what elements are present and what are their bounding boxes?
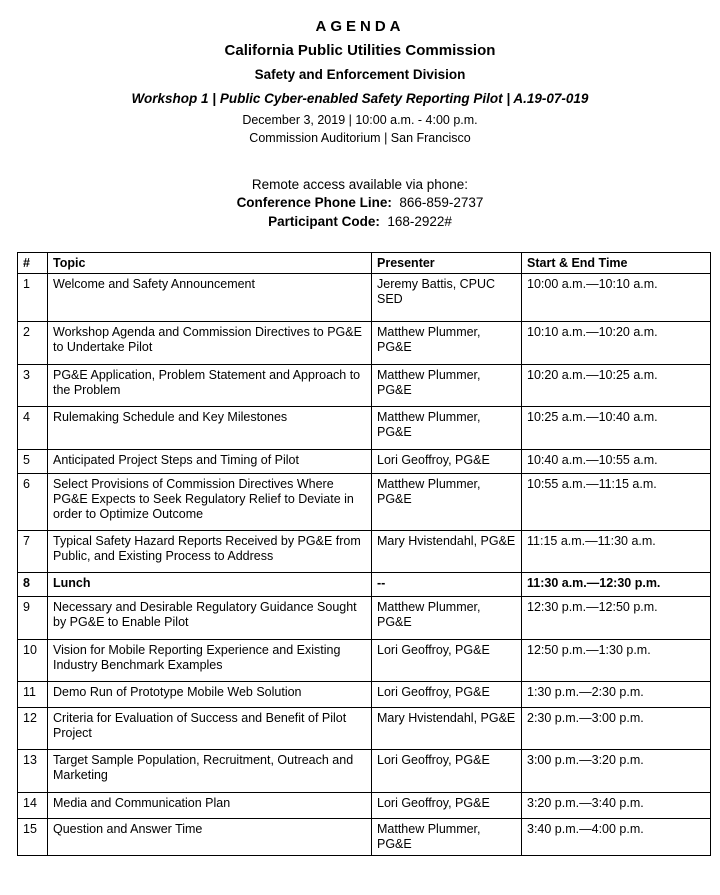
table-row: [18, 708, 711, 750]
row-topic: Lunch: [48, 573, 372, 597]
table-row: [18, 819, 711, 856]
row-time: 12:50 p.m.—1:30 p.m.: [522, 640, 711, 682]
conference-phone-line: [0, 195, 720, 210]
event-venue: Commission Auditorium | San Francisco: [249, 131, 471, 145]
row-presenter: Matthew Plummer, PG&E: [372, 322, 522, 365]
row-number: 12: [18, 708, 48, 750]
row-time: 3:20 p.m.—3:40 p.m.: [522, 793, 711, 819]
row-topic: Select Provisions of Commission Directives Where PG&E Expects to Seek Regulatory Relief to Deviate in order to Optimize Outcome: [48, 474, 372, 531]
row-topic: Vision for Mobile Reporting Experience and Existing Industry Benchmark Examples: [48, 640, 372, 682]
row-presenter: Lori Geoffroy, PG&E: [372, 640, 522, 682]
row-time: 11:15 a.m.—11:30 a.m.: [522, 531, 711, 573]
row-number: 3: [18, 365, 48, 407]
row-presenter: Lori Geoffroy, PG&E: [372, 793, 522, 819]
row-topic: Anticipated Project Steps and Timing of Pilot: [48, 450, 372, 474]
row-topic: PG&E Application, Problem Statement and Approach to the Problem: [48, 365, 372, 407]
row-time: 1:30 p.m.—2:30 p.m.: [522, 682, 711, 708]
row-presenter: Matthew Plummer, PG&E: [372, 819, 522, 856]
table-row: [18, 407, 711, 450]
row-presenter: Lori Geoffroy, PG&E: [372, 750, 522, 793]
phone-value: 866-859-2737: [399, 195, 484, 210]
row-topic: Workshop Agenda and Commission Directives to PG&E to Undertake Pilot: [48, 322, 372, 365]
row-number: 13: [18, 750, 48, 793]
agenda-table-body: [18, 274, 711, 856]
row-number: 5: [18, 450, 48, 474]
row-topic: Criteria for Evaluation of Success and Benefit of Pilot Project: [48, 708, 372, 750]
table-row: [18, 531, 711, 573]
table-row: [18, 750, 711, 793]
column-header-time: Start & End Time: [522, 253, 711, 274]
table-row: [18, 682, 711, 708]
row-topic: Typical Safety Hazard Reports Received by PG&E from Public, and Existing Process to Address: [48, 531, 372, 573]
row-number: 6: [18, 474, 48, 531]
table-row: [18, 597, 711, 640]
row-number: 4: [18, 407, 48, 450]
row-time: 10:00 a.m.—10:10 a.m.: [522, 274, 711, 322]
row-time: 2:30 p.m.—3:00 p.m.: [522, 708, 711, 750]
row-time: 10:20 a.m.—10:25 a.m.: [522, 365, 711, 407]
column-header-topic: Topic: [48, 253, 372, 274]
workshop-title: Workshop 1 | Public Cyber-enabled Safety Reporting Pilot | A.19-07-019: [131, 91, 589, 106]
division-name: Safety and Enforcement Division: [254, 67, 466, 82]
event-date-time: December 3, 2019 | 10:00 a.m. - 4:00 p.m.: [242, 113, 478, 127]
row-presenter: Matthew Plummer, PG&E: [372, 474, 522, 531]
row-presenter: Matthew Plummer, PG&E: [372, 365, 522, 407]
table-header-row: [18, 253, 711, 274]
row-number: 1: [18, 274, 48, 322]
table-row: [18, 274, 711, 322]
participant-code: [0, 214, 720, 229]
row-topic: Rulemaking Schedule and Key Milestones: [48, 407, 372, 450]
table-row: [18, 365, 711, 407]
row-number: 11: [18, 682, 48, 708]
row-presenter: Lori Geoffroy, PG&E: [372, 450, 522, 474]
row-topic: Question and Answer Time: [48, 819, 372, 856]
table-row: [18, 322, 711, 365]
row-number: 8: [18, 573, 48, 597]
phone-label: Conference Phone Line: [236, 195, 388, 210]
row-time: 3:00 p.m.—3:20 p.m.: [522, 750, 711, 793]
phone-label-colon: :: [387, 195, 392, 210]
row-topic: Target Sample Population, Recruitment, Outreach and Marketing: [48, 750, 372, 793]
row-time: 12:30 p.m.—12:50 p.m.: [522, 597, 711, 640]
table-row: [18, 640, 711, 682]
table-row: [18, 474, 711, 531]
table-row: [18, 793, 711, 819]
row-presenter: --: [372, 573, 522, 597]
table-row: [18, 573, 711, 597]
row-presenter: Matthew Plummer, PG&E: [372, 597, 522, 640]
row-time: 10:10 a.m.—10:20 a.m.: [522, 322, 711, 365]
row-presenter: Mary Hvistendahl, PG&E: [372, 708, 522, 750]
row-number: 15: [18, 819, 48, 856]
row-number: 14: [18, 793, 48, 819]
agenda-table: [17, 252, 711, 856]
column-header-number: #: [18, 253, 48, 274]
row-number: 2: [18, 322, 48, 365]
agenda-title: AGENDA: [315, 18, 405, 35]
row-time: 11:30 a.m.—12:30 p.m.: [522, 573, 711, 597]
row-topic: Demo Run of Prototype Mobile Web Solution: [48, 682, 372, 708]
row-topic: Welcome and Safety Announcement: [48, 274, 372, 322]
row-time: 3:40 p.m.—4:00 p.m.: [522, 819, 711, 856]
code-label: Participant Code: [268, 214, 376, 229]
row-presenter: Mary Hvistendahl, PG&E: [372, 531, 522, 573]
row-number: 10: [18, 640, 48, 682]
row-number: 7: [18, 531, 48, 573]
row-time: 10:25 a.m.—10:40 a.m.: [522, 407, 711, 450]
row-time: 10:40 a.m.—10:55 a.m.: [522, 450, 711, 474]
row-topic: Necessary and Desirable Regulatory Guidance Sought by PG&E to Enable Pilot: [48, 597, 372, 640]
organization-name: California Public Utilities Commission: [224, 42, 496, 59]
row-time: 10:55 a.m.—11:15 a.m.: [522, 474, 711, 531]
remote-access-intro: Remote access available via phone:: [251, 177, 469, 192]
code-value: 168-2922#: [387, 214, 452, 229]
row-topic: Media and Communication Plan: [48, 793, 372, 819]
row-presenter: Matthew Plummer, PG&E: [372, 407, 522, 450]
row-presenter: Lori Geoffroy, PG&E: [372, 682, 522, 708]
row-presenter: Jeremy Battis, CPUC SED: [372, 274, 522, 322]
code-label-colon: :: [375, 214, 380, 229]
column-header-presenter: Presenter: [372, 253, 522, 274]
table-row: [18, 450, 711, 474]
row-number: 9: [18, 597, 48, 640]
